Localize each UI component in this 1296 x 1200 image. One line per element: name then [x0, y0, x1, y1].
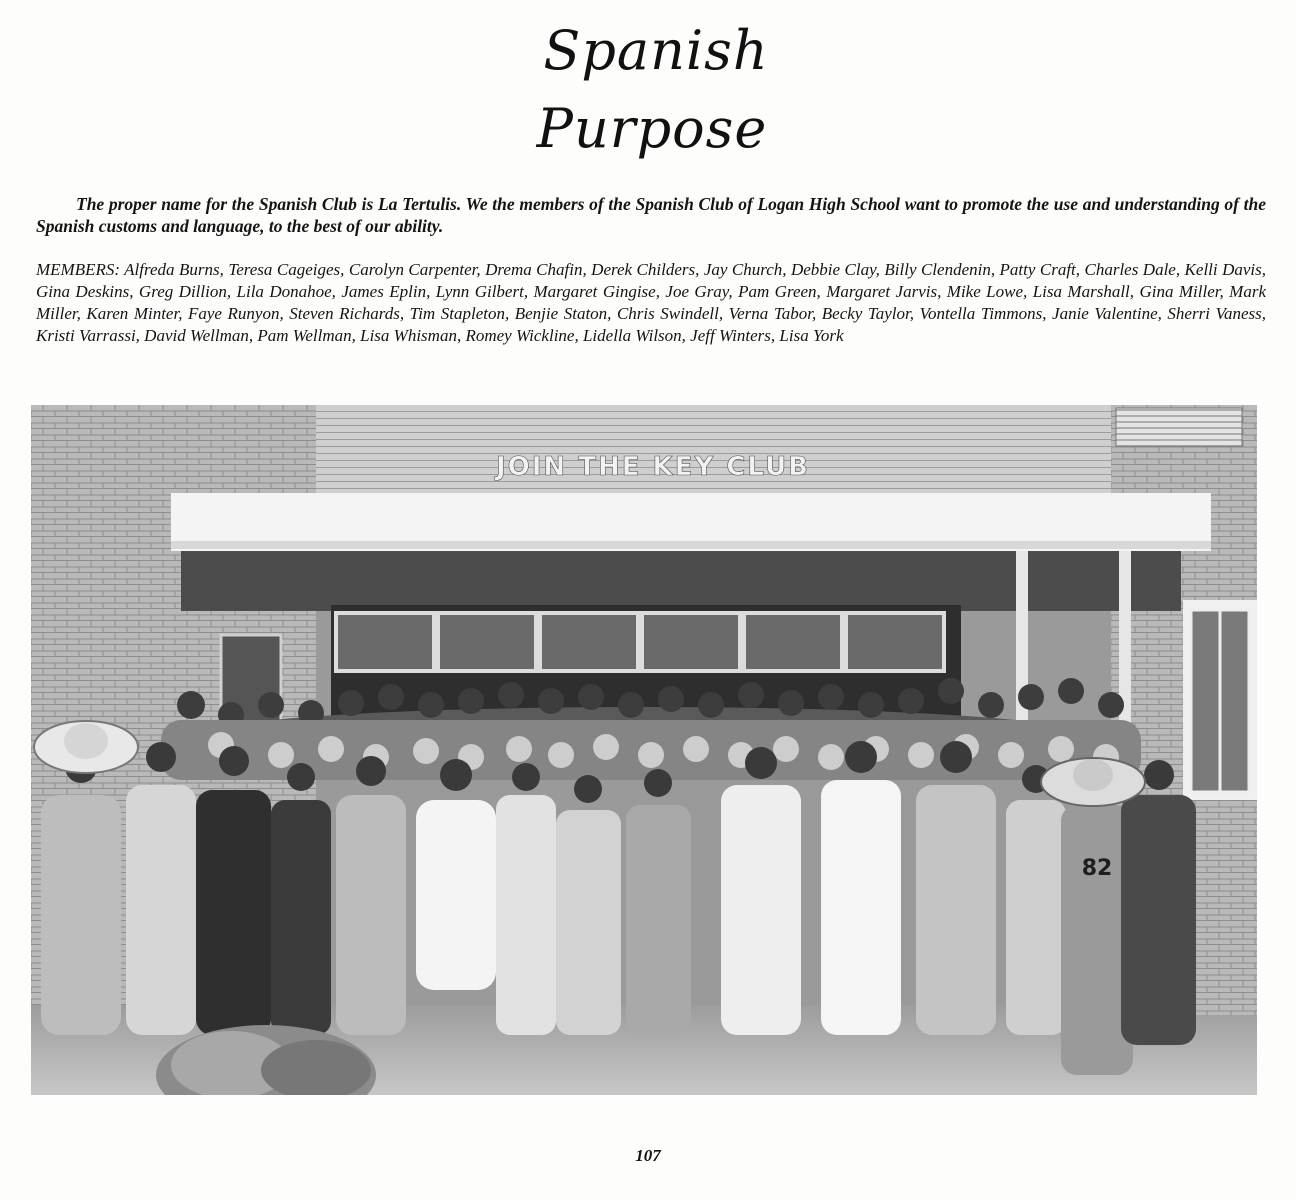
- key-club-sign: [494, 452, 810, 482]
- members-list: MEMBERS: Alfreda Burns, Teresa Cageiges, Carolyn Carpenter, Drema Chafin, Derek Childers, Jay Church, Debbie Clay, Billy Clendenin, Patty Craft, Charles Dale, Kelli Davis, Gina Deskins, Greg Dillion, Lila Donahoe, James Eplin, Lynn Gilbert, Margaret Gingise, Joe Gray, Pam Green, Margaret Jarvis, Mike Lowe, Lisa Marshall, Gina Miller, Mark Miller, Karen Minter, Faye Runyon, Steven Richards, Tim Stapleton, Benjie Staton, Chris Swindell, Verna Tabor, Becky Taylor, Vontella Timmons, Janie Valentine, Sherri Vaness, Kristi Varrassi, David Wellman, Pam Wellman, Lisa Whisman, Romey Wickline, Lidella Wilson, Jeff Winters, Lisa York: [36, 260, 1266, 345]
- page-title-line-2: Purpose: [536, 97, 768, 160]
- intro-paragraph: The proper name for the Spanish Club is La Tertulis. We the members of the Spanish Club of Logan High School want to promote the use and understanding of the Spanish customs and language, to the best of our ability.: [36, 194, 1266, 236]
- key-club-sign-text: JOIN THE KEY CLUB: [495, 452, 811, 482]
- jersey-number: 82: [1081, 856, 1113, 881]
- page-number: 107: [635, 1146, 661, 1165]
- page-title-line-1: Spanish: [543, 19, 769, 82]
- group-photo: [31, 405, 1257, 1095]
